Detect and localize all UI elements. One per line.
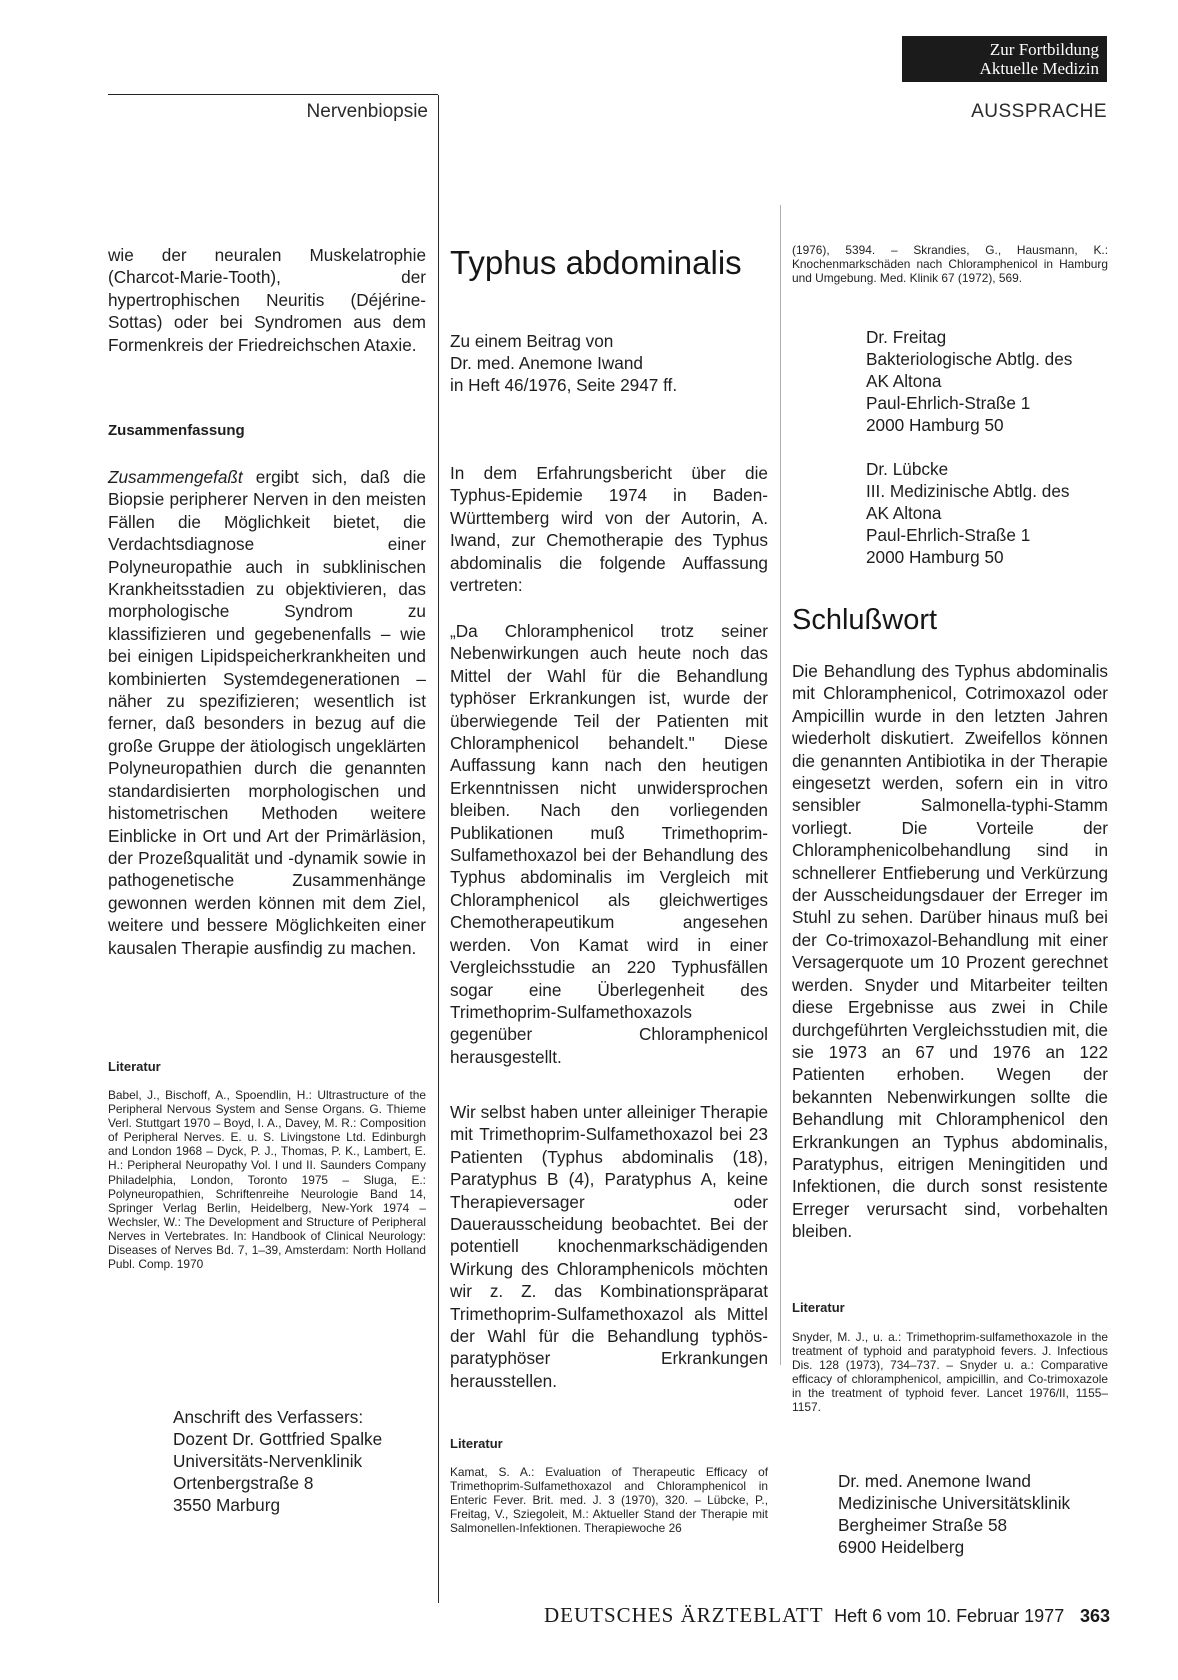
- author-address-luebcke: Dr. Lübcke III. Medizinische Abtlg. des AK Altona Paul-Ehrlich-Straße 1 2000 Hamburg 50: [866, 459, 1070, 567]
- literature-heading-right: Literatur: [792, 1300, 845, 1315]
- author-address-freitag: Dr. Freitag Bakteriologische Abtlg. des AK Altona Paul-Ehrlich-Straße 1 2000 Hamburg 50: [866, 327, 1073, 435]
- section-label-left: Nervenbiopsie: [306, 101, 428, 122]
- intro-paragraph: wie der neuralen Muskelatrophie (Charcot-Marie-Tooth), der hypertrophischen Neuritis (Déjérine-Sottas) oder bei Syndromen aus dem Formenkreis der Friedreichschen Ataxie.: [108, 245, 426, 355]
- page-footer: [472, 1603, 1110, 1628]
- literature-list-right: Snyder, M. J., u. a.: Trimethoprim-sulfamethoxazole in the treatment of typhoid and paratyphoid fevers. J. Infectious Dis. 128 (1973), 734–737. – Snyder u. a.: Comparative efficacy of chloramphenicol, ampicillin, and Co-trimoxazole in the treatment of typhoid fever. Lancet 1976/II, 1155–1157.: [792, 1330, 1108, 1415]
- author-address-iwand: Dr. med. Anemone Iwand Medizinische Universitätsklinik Bergheimer Straße 58 6900 Heidelberg: [838, 1471, 1071, 1557]
- issue-info: Heft 6 vom 10. Februar 1977: [834, 1606, 1065, 1626]
- badge-line-1: Zur Fortbildung: [989, 40, 1099, 59]
- column-rule-left: [438, 95, 439, 1603]
- section-badge: [902, 36, 1107, 82]
- header-rule: [108, 94, 438, 95]
- literature-list-left: Babel, J., Bischoff, A., Spoendlin, H.: Ultrastructure of the Peripheral Nervous System and Sense Organs. G. Thieme Verl. Stuttgart 1970 – Boyd, I. A., Davey, M. R.: Composition of Peripheral Nerves. E. u. S. Livingstone Ltd. Edinburgh and London 1968 – Dyck, P. J., Thomas, P. K., Lambert, E. H.: Peripheral Neuropathy Vol. I und II. Saunders Company Philadelphia, London, Toronto 1975 – Sluga, E.: Polyneuropathien, Schriftenreihe Neurologie Band 14, Springer Verlag Berlin, Heidelberg, New-York 1974 – Wechsler, W.: The Development and Structure of Peripheral Nerves in Vertebrates. In: Handbook of Clinical Neurology: Diseases of Nerves Bd. 7, 1–39, Amsterdam: North Holland Publ. Comp. 1970: [108, 1088, 426, 1272]
- closing-paragraph: Die Behandlung des Typhus abdominalis mit Chloramphenicol, Cotrimoxazol oder Ampicillin wurde in den letzten Jahren wiederholt diskutiert. Zweifellos können die genannten Antibiotika in der Therapie eingesetzt werden, sofern ein in vitro sensibler Salmonella-typhi-Stamm vorliegt. Die Vorteile der Chloramphenicolbehandlung sind in schnellerer Entfieberung und Verkürzung der Ausscheidungsdauer der Erreger im Stuhl zu sehen. Darüber hinaus muß bei der Co-trimoxazol-Behandlung mit einer Versagerquote um 10 Prozent gerechnet werden. Snyder und Mitarbeiter teilten diese Ergebnisse aus zwei in Chile durchgeführten Vergleichsstudien mit, die sie 1973 an 67 und 1976 an 122 Patienten erhoben. Wegen der bekannten Nebenwirkungen sollte die Behandlung mit Chloramphenicol den Erkrankungen an Typhus abdominalis, Paratyphus, eitrigen Meningitiden und Infektionen, die durch sonst resistente Erreger verursacht sind, vorbehalten bleiben.: [792, 661, 1108, 1242]
- summary-paragraph: [108, 466, 426, 959]
- journal-name: DEUTSCHES ÄRZTEBLATT: [544, 1603, 824, 1627]
- article-title: Typhus abdominalis: [450, 244, 742, 281]
- article-subtitle: Zu einem Beitrag von Dr. med. Anemone Iwand in Heft 46/1976, Seite 2947 ff.: [450, 331, 678, 395]
- section-label-right: AUSSPRACHE: [971, 101, 1107, 122]
- author-address-left: Anschrift des Verfassers: Dozent Dr. Gottfried Spalke Universitäts-Nervenklinik Ortenbergstraße 8 3550 Marburg: [173, 1407, 383, 1515]
- literature-list-middle: Kamat, S. A.: Evaluation of Therapeutic Efficacy of Trimethoprim-Sulfamethoxazol and Chloramphenicol in Enteric Fever. Brit. med. J. 3 (1970), 320. – Lübcke, P., Freitag, V., Sziegoleit, M.: Aktueller Stand der Therapie mit Salmonellen-Infektionen. Therapiewoche 26: [450, 1465, 768, 1536]
- reference-continuation: (1976), 5394. – Skrandies, G., Hausmann, K.: Knochenmarkschäden nach Chloramphenicol in Hamburg und Umgebung. Med. Klinik 67 (1972), 569.: [792, 243, 1108, 286]
- summary-text: ergibt sich, daß die Biopsie peripherer Nerven in den meisten Fällen die Möglichkeit bietet, die Verdachtsdiagnose einer Polyneuropathie auch in subklinischen Krankheitsstadien zu objektivieren, das morphologische Syndrom zu klassifizieren und gegebenenfalls – wie bei einigen Lipidspeicherkrankheiten und kombinierten Systemdegenerationen – näher zu spezifizieren; wesentlich ist ferner, daß besonders in bezug auf die große Gruppe der ätiologisch ungeklärten Polyneuropathien durch die genannten standardisierten morphologischen und histometrischen Methoden weitere Einblicke in Ort und Art der Primärläsion, der Prozeßqualität und -dynamik sowie in pathogenetische Zusammenhänge gewonnen werden können mit dem Ziel, weitere und bessere Möglichkeiten einer kausalen Therapie ausfindig zu machen.: [108, 467, 426, 958]
- page-number: 363: [1079, 1606, 1110, 1626]
- paragraph-2: „Da Chloramphenicol trotz seiner Nebenwirkungen auch heute noch das Mittel der Wahl für die Behandlung typhöser Erkrankungen ist, wurde der überwiegende Teil der Patienten mit Chloramphenicol behandelt." Diese Auffassung kann nach den heutigen Erkenntnissen nicht unwidersprochen bleiben. Nach den vorliegenden Publikationen muß Trimethoprim-Sulfamethoxazol bei der Behandlung des Typhus abdominalis im Vergleich mit Chloramphenicol als gleichwertiges Chemotherapeutikum angesehen werden. Von Kamat wird in einer Vergleichsstudie an 220 Typhusfällen sogar eine Überlegenheit des Trimethoprim-Sulfamethoxazols gegenüber Chloramphenicol herausgestellt.: [450, 621, 768, 1067]
- paragraph-3: Wir selbst haben unter alleiniger Therapie mit Trimethoprim-Sulfamethoxazol bei 23 Patienten (Typhus abdominalis (18), Paratyphus B (4), Paratyphus A, keine Therapieversager oder Dauerausscheidung beobachtet. Bei der potentiell knochenmarkschädigenden Wirkung des Chloramphenicols möchten wir z. Z. das Kombinationspräparat Trimethoprim-Sulfamethoxazol als Mittel der Wahl für die Behandlung typhös-paratyphöser Erkrankungen herausstellen.: [450, 1102, 768, 1391]
- paragraph-1: In dem Erfahrungsbericht über die Typhus-Epidemie 1974 in Baden-Württemberg wird von der Autorin, A. Iwand, zur Chemotherapie des Typhus abdominalis die folgende Auffassung vertreten:: [450, 463, 768, 596]
- literature-heading-left: Literatur: [108, 1059, 161, 1074]
- literature-heading-middle: Literatur: [450, 1436, 503, 1451]
- summary-heading: Zusammenfassung: [108, 422, 245, 439]
- badge-line-2: Aktuelle Medizin: [979, 59, 1099, 78]
- closing-title: Schlußwort: [792, 604, 938, 636]
- summary-lead: Zusammengefaßt: [108, 467, 243, 487]
- column-rule-right: [780, 205, 781, 1365]
